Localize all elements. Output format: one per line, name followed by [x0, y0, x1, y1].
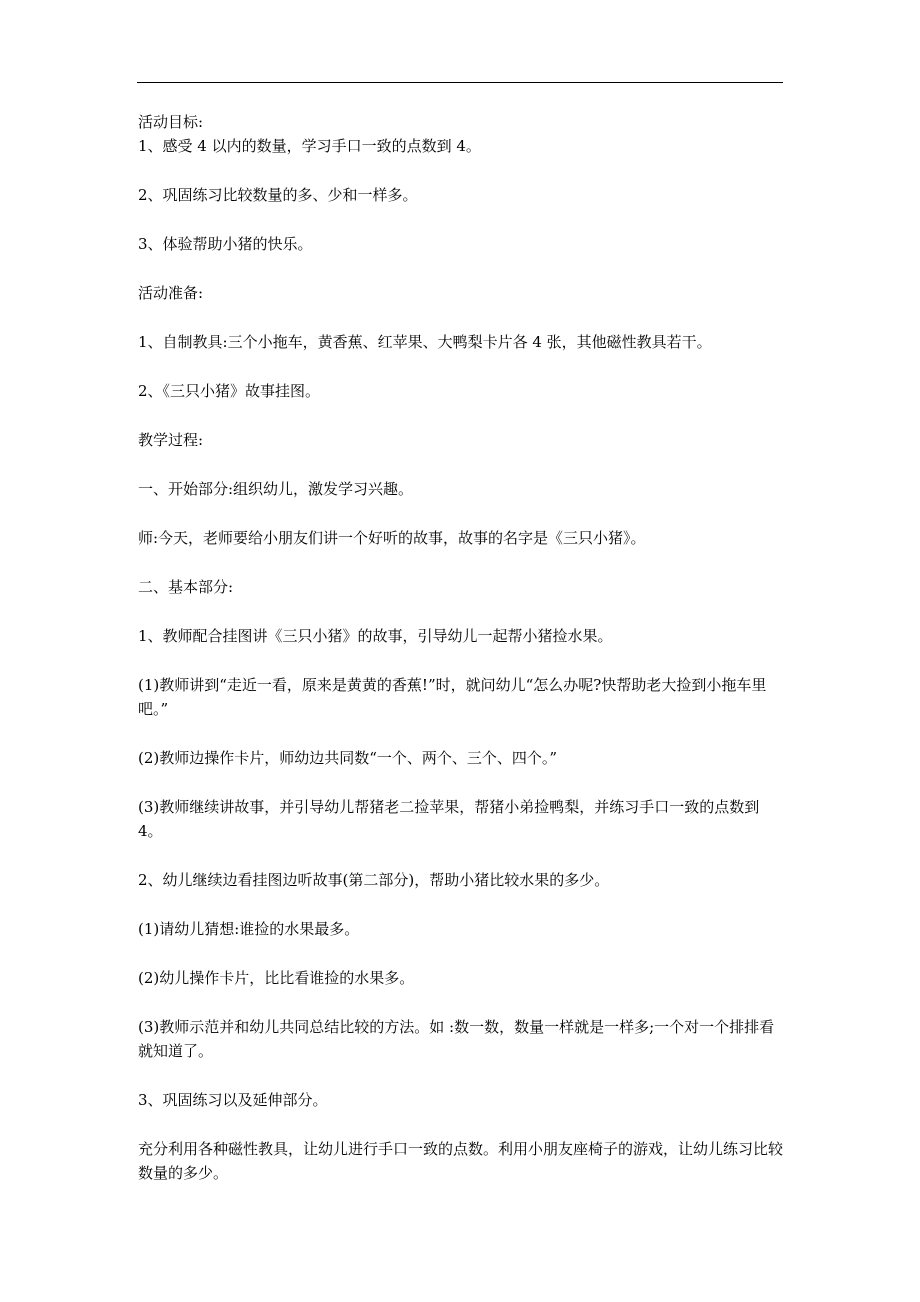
- goal-item-3: 3、体验帮助小猪的快乐。: [138, 235, 313, 253]
- goal-item-1: 1、感受 4 以内的数量，学习手口一致的点数到 4。: [138, 137, 481, 155]
- basic-step-2-sub-1: (1)请幼儿猜想:谁捡的水果最多。: [138, 920, 360, 938]
- process-section-1: 一、开始部分:组织幼儿，激发学习兴趣。: [138, 480, 414, 498]
- preparation-item-2: 2、《三只小猪》故事挂图。: [138, 382, 321, 400]
- basic-step-2-sub-2: (2)幼儿操作卡片，比比看谁捡的水果多。: [138, 969, 415, 987]
- basic-step-1: 1、教师配合挂图讲《三只小猪》的故事，引导幼儿一起帮小猪捡水果。: [138, 627, 613, 645]
- heading-teaching-process: 教学过程:: [138, 431, 204, 449]
- process-section-2: 二、基本部分:: [138, 578, 234, 596]
- basic-step-2: 2、幼儿继续边看挂图边听故事(第二部分)，帮助小猪比较水果的多少。: [138, 871, 610, 889]
- basic-step-3: 3、巩固练习以及延伸部分。: [138, 1091, 328, 1109]
- extension-paragraph: 充分利用各种磁性教具，让幼儿进行手口一致的点数。利用小朋友座椅子的游戏，让幼儿练习比较数量的多少。: [138, 1140, 784, 1182]
- basic-step-2-sub-3: (3)教师示范并和幼儿共同总结比较的方法。如 :数一数，数量一样就是一样多;一个对一个排排看就知道了。: [138, 1018, 775, 1060]
- goal-item-2: 2、巩固练习比较数量的多、少和一样多。: [138, 186, 418, 204]
- basic-step-1-sub-2: (2)教师边操作卡片，师幼边共同数“一个、两个、三个、四个。”: [138, 749, 558, 767]
- heading-activity-goals: 活动目标:: [138, 113, 204, 131]
- header-rule: [137, 82, 783, 83]
- heading-activity-preparation: 活动准备:: [138, 284, 204, 302]
- teacher-dialogue: 师:今天，老师要给小朋友们讲一个好听的故事，故事的名字是《三只小猪》。: [138, 529, 646, 547]
- document-body: [138, 110, 786, 1185]
- preparation-item-1: 1、自制教具:三个小拖车，黄香蕉、红苹果、大鸭梨卡片各 4 张，其他磁性教具若干。: [138, 333, 712, 351]
- basic-step-1-sub-3: (3)教师继续讲故事，并引导幼儿帮猪老二捡苹果，帮猪小弟捡鸭梨，并练习手口一致的点数到 4。: [138, 798, 760, 840]
- basic-step-1-sub-1: (1)教师讲到“走近一看，原来是黄黄的香蕉!”时，就问幼儿“怎么办呢?快帮助老大捡到小拖车里吧。”: [138, 676, 767, 718]
